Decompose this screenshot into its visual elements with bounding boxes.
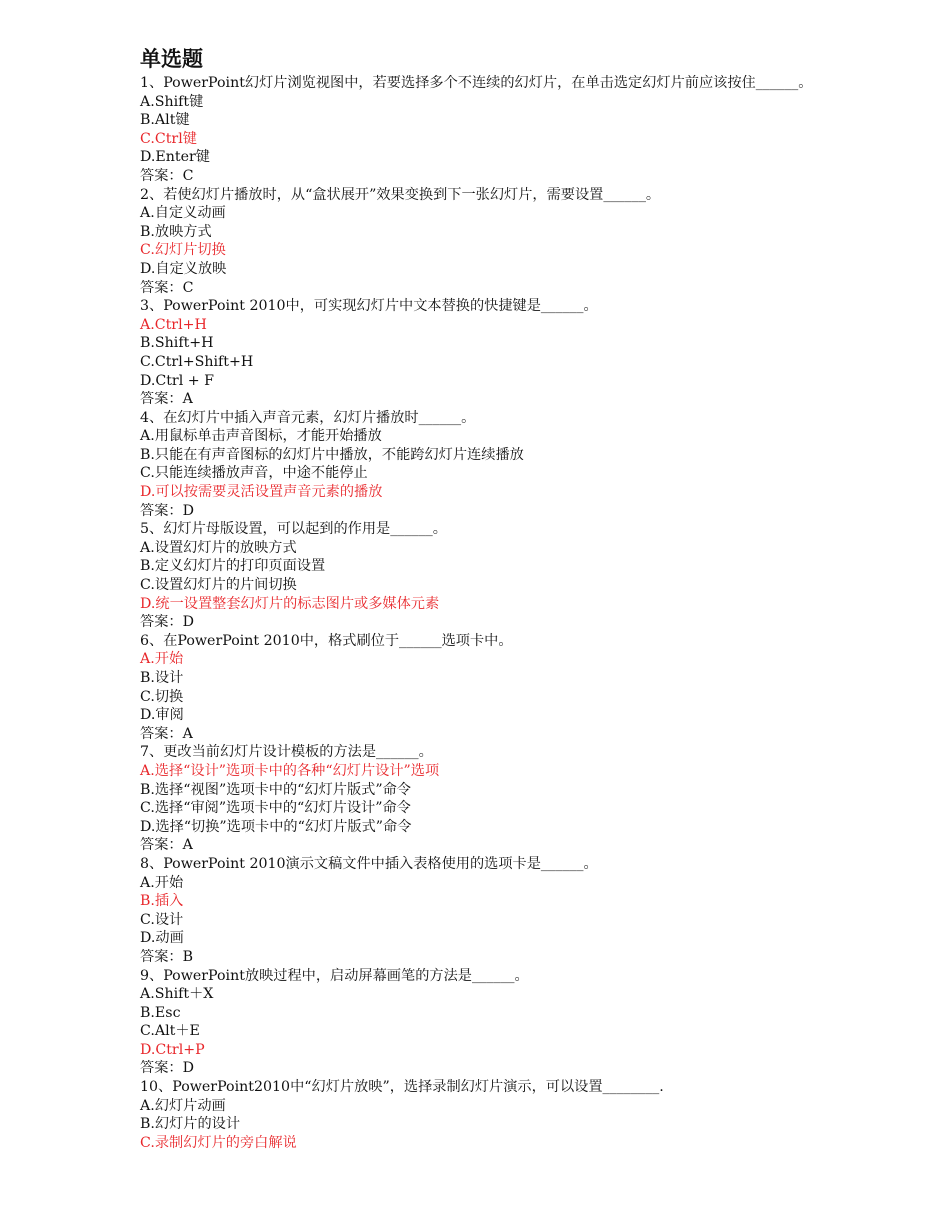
answer-option: D.审阅 — [140, 707, 184, 724]
question-text: 10、PowerPoint2010中“幻灯片放映”，选择录制幻灯片演示，可以设置________. — [140, 1079, 664, 1096]
answer-option: B.Esc — [140, 1004, 181, 1021]
answer-key: 答案：B — [140, 948, 193, 965]
correct-option: C.录制幻灯片的旁白解说 — [140, 1134, 297, 1151]
question-block — [140, 409, 930, 521]
document-page — [140, 44, 930, 1152]
question-text: 2、若使幻灯片播放时，从“盒状展开”效果变换到下一张幻灯片，需要设置______。 — [140, 186, 661, 203]
question-block — [140, 186, 930, 298]
correct-option: A.开始 — [140, 651, 184, 668]
answer-option: C.设计 — [140, 911, 184, 928]
question-block — [140, 1078, 930, 1152]
correct-option: D.统一设置整套幻灯片的标志图片或多媒体元素 — [140, 595, 440, 612]
question-text: 1、PowerPoint幻灯片浏览视图中，若要选择多个不连续的幻灯片，在单击选定幻灯片前应该按住______。 — [140, 75, 813, 91]
answer-option: B.设计 — [140, 670, 184, 686]
answer-option: C.Alt＋E — [140, 1023, 200, 1040]
answer-option: A.自定义动画 — [140, 205, 226, 222]
question-text: 3、PowerPoint 2010中，可实现幻灯片中文本替换的快捷键是______。 — [140, 298, 598, 315]
correct-option: C.幻灯片切换 — [140, 242, 226, 259]
answer-option: B.Shift+H — [140, 335, 214, 352]
answer-key: 答案：C — [140, 279, 194, 296]
question-text: 9、PowerPoint放映过程中，启动屏幕画笔的方法是______。 — [140, 967, 529, 984]
answer-key: 答案：A — [140, 391, 193, 408]
question-block — [140, 520, 930, 632]
answer-option: A.幻灯片动画 — [140, 1097, 226, 1114]
correct-option: D.Ctrl+P — [140, 1041, 205, 1058]
question-list — [140, 74, 930, 1152]
answer-option: D.Ctrl + F — [140, 372, 215, 389]
correct-option: D.可以按需要灵活设置声音元素的播放 — [140, 484, 383, 501]
answer-option: B.放映方式 — [140, 223, 212, 240]
question-block — [140, 855, 930, 967]
answer-key: 答案：D — [140, 502, 194, 519]
section-heading: 单选题 — [140, 47, 203, 71]
answer-option: B.Alt键 — [140, 112, 190, 129]
answer-key: 答案：A — [140, 725, 193, 742]
answer-option: C.只能连续播放声音，中途不能停止 — [140, 465, 368, 482]
question-text: 7、更改当前幻灯片设计模板的方法是______。 — [140, 744, 433, 761]
answer-option: D.选择“切换”选项卡中的“幻灯片版式”命令 — [140, 818, 412, 835]
answer-key: 答案：D — [140, 1060, 194, 1077]
answer-option: B.幻灯片的设计 — [140, 1116, 241, 1133]
correct-option: B.插入 — [140, 893, 184, 910]
answer-option: A.Shift＋X — [140, 986, 214, 1003]
answer-option: D.Enter键 — [140, 149, 210, 166]
answer-option: B.只能在有声音图标的幻灯片中播放，不能跨幻灯片连续播放 — [140, 446, 524, 463]
answer-option: A.用鼠标单击声音图标，才能开始播放 — [140, 428, 382, 445]
answer-key: 答案：A — [140, 837, 193, 854]
answer-key: 答案：D — [140, 614, 194, 631]
correct-option: C.Ctrl键 — [140, 130, 197, 147]
question-block — [140, 967, 930, 1079]
question-block — [140, 743, 930, 855]
question-block — [140, 297, 930, 409]
question-block — [140, 74, 930, 186]
answer-option: A.设置幻灯片的放映方式 — [140, 539, 297, 556]
answer-option: A.Shift键 — [140, 93, 204, 110]
question-text: 5、幻灯片母版设置，可以起到的作用是______。 — [140, 521, 447, 538]
answer-option: C.切换 — [140, 688, 184, 705]
answer-option: C.Ctrl+Shift+H — [140, 353, 254, 370]
answer-option: D.动画 — [140, 930, 184, 947]
answer-option: D.自定义放映 — [140, 260, 227, 277]
answer-option: C.设置幻灯片的片间切换 — [140, 577, 297, 594]
question-text: 8、PowerPoint 2010演示文稿文件中插入表格使用的选项卡是______。 — [140, 855, 598, 872]
answer-option: A.开始 — [140, 874, 184, 891]
answer-option: B.定义幻灯片的打印页面设置 — [140, 558, 326, 575]
answer-option: B.选择“视图”选项卡中的“幻灯片版式”命令 — [140, 781, 411, 798]
question-block — [140, 632, 930, 744]
correct-option: A.选择“设计”选项卡中的各种“幻灯片设计”选项 — [140, 762, 440, 779]
answer-option: C.选择“审阅”选项卡中的“幻灯片设计”命令 — [140, 800, 411, 817]
correct-option: A.Ctrl+H — [140, 316, 207, 333]
answer-key: 答案：C — [140, 167, 194, 184]
question-text: 4、在幻灯片中插入声音元素，幻灯片播放时______。 — [140, 409, 476, 426]
question-text: 6、在PowerPoint 2010中，格式刷位于______选项卡中。 — [140, 632, 513, 649]
